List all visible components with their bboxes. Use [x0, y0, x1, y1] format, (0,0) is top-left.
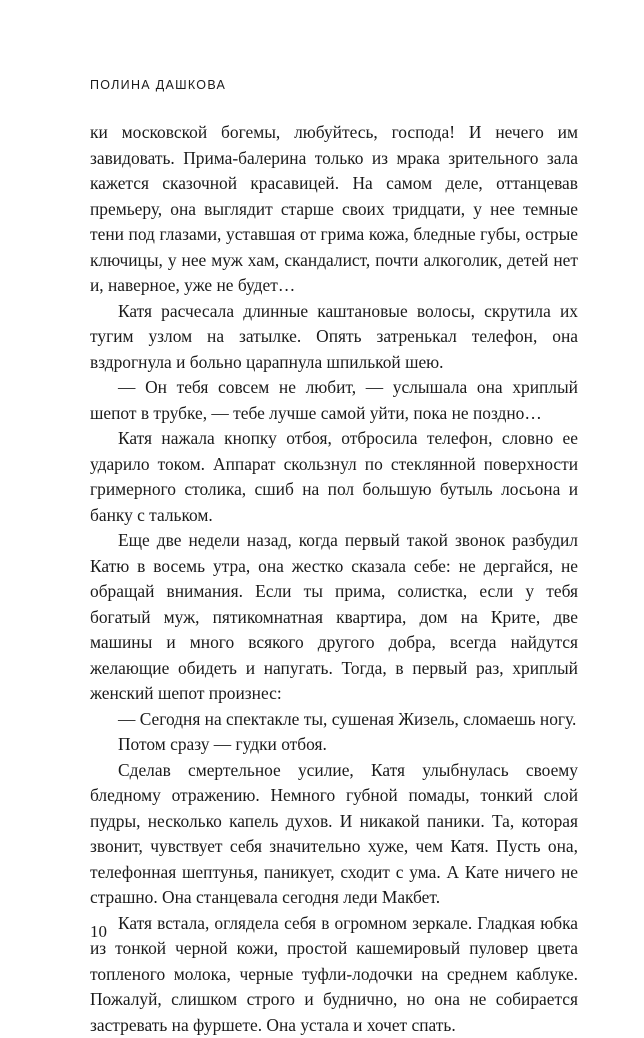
paragraph-dialogue: — Он тебя совсем не любит, — услышала она хриплый шепот в трубке, — тебе лучше самой уйти, пока не поздно… [90, 375, 578, 426]
paragraph: Катя нажала кнопку отбоя, отбросила телефон, словно ее ударило током. Аппарат скользнул по стеклянной поверхности гримерного столика, сшиб на пол большую бутыль лосьона и банку с тальком. [90, 426, 578, 528]
paragraph: Потом сразу — гудки отбоя. [90, 732, 578, 758]
paragraph: Катя расчесала длинные каштановые волосы, скрутила их тугим узлом на затылке. Опять затренькал телефон, она вздрогнула и больно царапнула шпилькой шею. [90, 299, 578, 376]
paragraph-continuation: ки московской богемы, любуйтесь, господа! И нечего им завидовать. Прима-балерина только из мрака зрительного зала кажется сказочной красавицей. На самом деле, оттанцевав премьеру, она выглядит старше своих тридцати, у нее темные тени под глазами, уставшая от грима кожа, бледные губы, острые ключицы, у нее муж хам, скандалист, почти алкоголик, детей нет и, наверное, уже не будет… [90, 120, 578, 299]
body-text [90, 120, 578, 1038]
paragraph-dialogue: — Сегодня на спектакле ты, сушеная Жизель, сломаешь ногу. [90, 707, 578, 733]
paragraph: Еще две недели назад, когда первый такой звонок разбудил Катю в восемь утра, она жестко сказала себе: не дергайся, не обращай внимания. Если ты прима, солистка, если у тебя богатый муж, пятикомнатная квартира, дом на Крите, две машины и много всякого другого добра, всегда найдутся желающие обидеть и напугать. Тогда, в первый раз, хриплый женский шепот произнес: [90, 528, 578, 707]
paragraph: Сделав смертельное усилие, Катя улыбнулась своему бледному отражению. Немного губной помады, тонкий слой пудры, несколько капель духов. И никакой паники. Та, которая звонит, чувствует себя значительно хуже, чем Катя. Пусть она, телефонная шептунья, паникует, сходит с ума. А Кате ничего не страшно. Она станцевала сегодня леди Макбет. [90, 758, 578, 911]
running-head: ПОЛИНА ДАШКОВА [90, 78, 226, 92]
page-number: 10 [90, 922, 107, 942]
paragraph: Катя встала, оглядела себя в огромном зеркале. Гладкая юбка из тонкой черной кожи, простой кашемировый пуловер цвета топленого молока, черные туфли-лодочки на среднем каблуке. Пожалуй, слишком строго и буднично, но она не собирается застревать на фуршете. Она устала и хочет спать. [90, 911, 578, 1038]
